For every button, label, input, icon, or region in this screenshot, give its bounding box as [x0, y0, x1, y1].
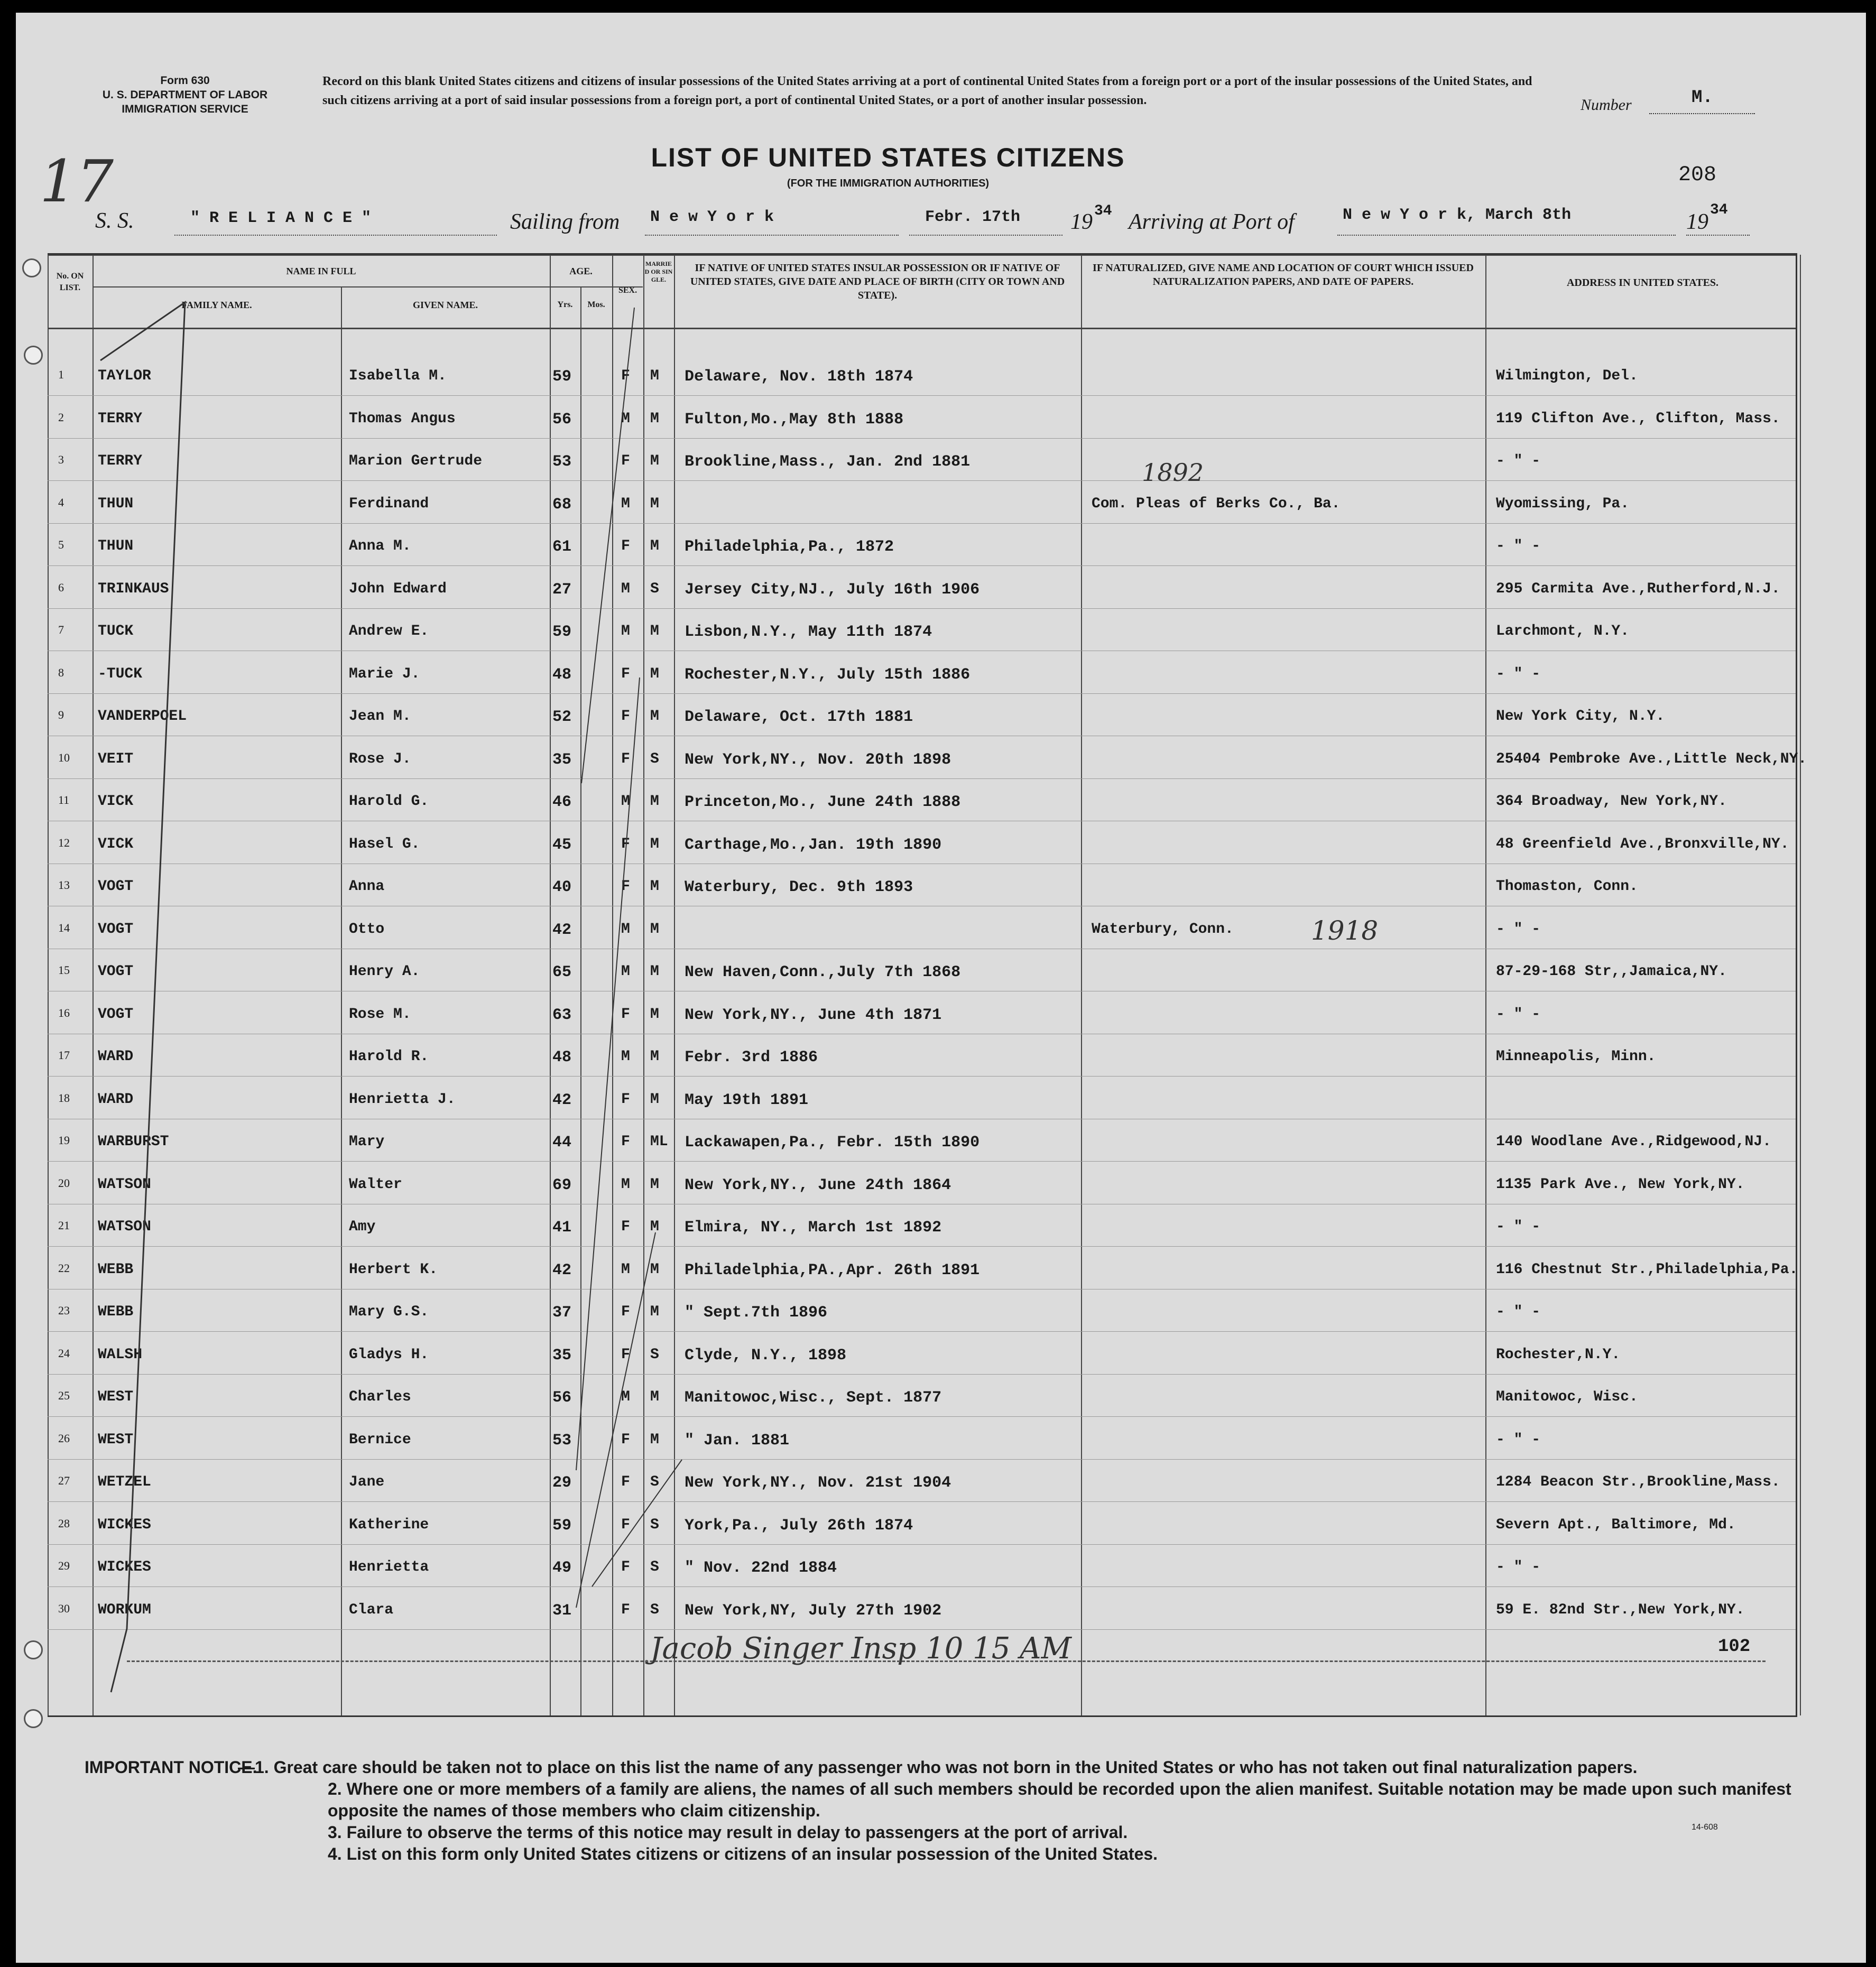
- row-6-married-single: S: [650, 580, 659, 597]
- row-6-age-years: 27: [552, 580, 572, 599]
- row-6-address: 295 Carmita Ave.,Rutherford,N.J.: [1496, 580, 1780, 597]
- row-21-given-name: Amy: [349, 1219, 376, 1235]
- sailing-date-line: [909, 235, 1062, 236]
- header-yrs: Yrs.: [557, 300, 573, 309]
- row-21-row-number: 21: [58, 1219, 70, 1232]
- bottom-count: 102: [1718, 1637, 1751, 1657]
- row-26-birth-place-date: " Jan. 1881: [685, 1431, 790, 1450]
- row-29-address: - " -: [1496, 1559, 1541, 1575]
- row-9-given-name: Jean M.: [349, 708, 411, 725]
- row-5-birth-place-date: Philadelphia,Pa., 1872: [685, 538, 894, 556]
- row-18-age-years: 42: [552, 1091, 572, 1109]
- row-23-sex: F: [621, 1304, 630, 1320]
- row-29-given-name: Henrietta: [349, 1559, 429, 1575]
- row-24-family-name: WALSH: [98, 1346, 143, 1363]
- row-15-address: 87-29-168 Str,,Jamaica,NY.: [1496, 963, 1727, 980]
- row-1-married-single: M: [650, 368, 659, 384]
- row-15-sex: M: [621, 963, 630, 980]
- sailing-port-line: [645, 235, 899, 236]
- page-subtitle: (FOR THE IMMIGRATION AUTHORITIES): [787, 178, 990, 189]
- row-10-given-name: Rose J.: [349, 750, 411, 767]
- row-10-address: 25404 Pembroke Ave.,Little Neck,NY.: [1496, 750, 1807, 767]
- row-26-married-single: M: [650, 1431, 659, 1448]
- row-19-row-number: 19: [58, 1134, 70, 1147]
- sailing-port: N e w Y o r k: [650, 208, 774, 226]
- row-17-family-name: WARD: [98, 1049, 134, 1065]
- row-19-family-name: WARBURST: [98, 1134, 169, 1150]
- row-13-family-name: VOGT: [98, 878, 134, 895]
- row-3-address: - " -: [1496, 453, 1541, 469]
- row-22-sex: M: [621, 1261, 630, 1278]
- header-sex: SEX.: [618, 286, 637, 295]
- punch-hole: [24, 1640, 43, 1659]
- row-20-sex: M: [621, 1176, 630, 1193]
- row-23-given-name: Mary G.S.: [349, 1304, 429, 1320]
- row-19-birth-place-date: Lackawapen,Pa., Febr. 15th 1890: [685, 1134, 980, 1152]
- arrival-line: [1337, 235, 1676, 236]
- row-17-age-years: 48: [552, 1049, 572, 1066]
- arrival-year-line: [1686, 235, 1750, 236]
- row-24-birth-place-date: Clyde, N.Y., 1898: [685, 1346, 847, 1365]
- row-30-sex: F: [621, 1601, 630, 1618]
- row-21-family-name: WATSON: [98, 1219, 151, 1235]
- row-20-address: 1135 Park Ave., New York,NY.: [1496, 1176, 1745, 1193]
- row-9-married-single: M: [650, 708, 659, 725]
- row-3-row-number: 3: [58, 453, 64, 466]
- row-27-given-name: Jane: [349, 1474, 385, 1490]
- row-12-family-name: VICK: [98, 836, 134, 852]
- passenger-table: [48, 253, 1807, 1717]
- row-16-age-years: 63: [552, 1006, 572, 1024]
- row-11-family-name: VICK: [98, 793, 134, 810]
- row-20-married-single: M: [650, 1176, 659, 1193]
- row-5-family-name: THUN: [98, 538, 134, 554]
- row-7-age-years: 59: [552, 623, 572, 641]
- row-27-row-number: 27: [58, 1474, 70, 1487]
- row-29-row-number: 29: [58, 1559, 70, 1572]
- row-27-married-single: S: [650, 1474, 659, 1490]
- row-4-family-name: THUN: [98, 495, 134, 512]
- department: U. S. DEPARTMENT OF LABOR: [102, 89, 268, 101]
- row-30-age-years: 31: [552, 1601, 572, 1620]
- inspector-signature: Jacob Singer Insp 10 15 AM: [650, 1631, 1071, 1666]
- row-16-sex: F: [621, 1006, 630, 1023]
- row-24-row-number: 24: [58, 1346, 70, 1360]
- row-30-family-name: WORKUM: [98, 1601, 151, 1618]
- row-7-birth-place-date: Lisbon,N.Y., May 11th 1874: [685, 623, 932, 641]
- row-3-birth-place-date: Brookline,Mass., Jan. 2nd 1881: [685, 453, 971, 471]
- row-29-family-name: WICKES: [98, 1559, 151, 1575]
- row-25-age-years: 56: [552, 1389, 572, 1407]
- row-28-row-number: 28: [58, 1516, 70, 1530]
- row-20-birth-place-date: New York,NY., June 24th 1864: [685, 1176, 951, 1194]
- col-rule: [1800, 255, 1801, 1715]
- row-17-sex: M: [621, 1049, 630, 1065]
- ss-label: S. S.: [95, 209, 134, 233]
- row-24-sex: F: [621, 1346, 630, 1363]
- sailing-label: Sailing from: [510, 210, 620, 234]
- preamble-text: Record on this blank United States citizens and citizens of insular possessions of the United States arriving at a port of continental United States from a foreign port or a port of the insular possessions of the United States, and such citizens arriving at a port of said insular possessions from a foreign port, a port of continental United States, or a port of another insular possession.: [322, 75, 1532, 107]
- page-number: 208: [1678, 163, 1717, 187]
- row-13-married-single: M: [650, 878, 659, 895]
- row-14-family-name: VOGT: [98, 921, 134, 938]
- row-2-address: 119 Clifton Ave., Clifton, Mass.: [1496, 410, 1780, 427]
- row-13-address: Thomaston, Conn.: [1496, 878, 1638, 895]
- row-19-given-name: Mary: [349, 1134, 385, 1150]
- row-5-married-single: M: [650, 538, 659, 554]
- row-22-birth-place-date: Philadelphia,PA.,Apr. 26th 1891: [685, 1261, 980, 1279]
- row-22-address: 116 Chestnut Str.,Philadelphia,Pa.: [1496, 1261, 1798, 1278]
- row-21-married-single: M: [650, 1219, 659, 1235]
- footer-code: 14-608: [1692, 1823, 1718, 1832]
- row-30-row-number: 30: [58, 1601, 70, 1615]
- row-8-age-years: 48: [552, 665, 572, 684]
- row-8-family-name: -TUCK: [98, 665, 143, 682]
- notice-item-1: —1. Great care should be taken not to place on this list the name of any passenger who was not born in the United States or who has not taken out final naturalization papers.: [238, 1758, 1638, 1777]
- row-29-married-single: S: [650, 1559, 659, 1575]
- row-18-given-name: Henrietta J.: [349, 1091, 456, 1108]
- row-12-sex: F: [621, 836, 630, 852]
- row-22-given-name: Herbert K.: [349, 1261, 438, 1278]
- row-28-married-single: S: [650, 1516, 659, 1533]
- row-14-married-single: M: [650, 921, 659, 938]
- row-16-birth-place-date: New York,NY., June 4th 1871: [685, 1006, 942, 1024]
- number-value: M.: [1692, 88, 1713, 108]
- row-9-age-years: 52: [552, 708, 572, 726]
- row-20-age-years: 69: [552, 1176, 572, 1194]
- row-19-sex: F: [621, 1134, 630, 1150]
- row-20-family-name: WATSON: [98, 1176, 151, 1193]
- row-1-age-years: 59: [552, 368, 572, 386]
- row-30-birth-place-date: New York,NY, July 27th 1902: [685, 1601, 942, 1620]
- row-9-sex: F: [621, 708, 630, 725]
- row-14-address: - " -: [1496, 921, 1541, 938]
- row-7-given-name: Andrew E.: [349, 623, 429, 639]
- arrival-year-prefix: 19: [1686, 210, 1708, 234]
- row-26-row-number: 26: [58, 1431, 70, 1445]
- arrival-year-suffix: 34: [1710, 202, 1728, 218]
- row-8-row-number: 8: [58, 665, 64, 679]
- notice-item-4: 4. List on this form only United States citizens or citizens of an insular possession of the United States.: [328, 1844, 1158, 1863]
- row-2-row-number: 2: [58, 410, 64, 424]
- row-5-address: - " -: [1496, 538, 1541, 554]
- row-25-married-single: M: [650, 1389, 659, 1405]
- row-1-sex: F: [621, 368, 630, 384]
- row-1-address: Wilmington, Del.: [1496, 368, 1638, 384]
- row-1-given-name: Isabella M.: [349, 368, 447, 384]
- row-14-row-number: 14: [58, 921, 70, 934]
- row-10-family-name: VEIT: [98, 750, 134, 767]
- row-10-birth-place-date: New York,NY., Nov. 20th 1898: [685, 750, 951, 769]
- row-28-birth-place-date: York,Pa., July 26th 1874: [685, 1516, 913, 1535]
- row-18-birth-place-date: May 19th 1891: [685, 1091, 809, 1109]
- row-5-sex: F: [621, 538, 630, 554]
- handwritten-check-marks: [48, 255, 1797, 1719]
- row-4-naturalization: Com. Pleas of Berks Co., Ba.: [1092, 495, 1341, 512]
- row-22-age-years: 42: [552, 1261, 572, 1279]
- row-27-age-years: 29: [552, 1474, 572, 1492]
- row-4-sex: M: [621, 495, 630, 512]
- row-12-address: 48 Greenfield Ave.,Bronxville,NY.: [1496, 836, 1789, 852]
- punch-hole: [22, 258, 41, 277]
- row-16-family-name: VOGT: [98, 1006, 134, 1023]
- row-6-birth-place-date: Jersey City,NJ., July 16th 1906: [685, 580, 980, 599]
- row-24-address: Rochester,N.Y.: [1496, 1346, 1621, 1363]
- row-12-age-years: 45: [552, 836, 572, 854]
- row-2-sex: M: [621, 410, 630, 427]
- row-13-sex: F: [621, 878, 630, 895]
- row-13-row-number: 13: [58, 878, 70, 892]
- arrival-port-date: N e w Y o r k, March 8th: [1343, 206, 1572, 224]
- row-27-address: 1284 Beacon Str.,Brookline,Mass.: [1496, 1474, 1780, 1490]
- service: IMMIGRATION SERVICE: [122, 103, 248, 115]
- row-10-row-number: 10: [58, 750, 70, 764]
- row-19-age-years: 44: [552, 1134, 572, 1152]
- row-3-married-single: M: [650, 453, 659, 469]
- row-27-family-name: WETZEL: [98, 1474, 151, 1490]
- row-11-sex: M: [621, 793, 630, 810]
- row-3-sex: F: [621, 453, 630, 469]
- row-30-given-name: Clara: [349, 1601, 394, 1618]
- ship-name: " R E L I A N C E ": [190, 209, 372, 227]
- row-4-row-number: 4: [58, 495, 64, 509]
- row-22-row-number: 22: [58, 1261, 70, 1275]
- header-naturalized: IF NATURALIZED, GIVE NAME AND LOCATION OF COURT WHICH ISSUED NATURALIZATION PAPERS, AND DATE OF PAPERS.: [1093, 262, 1474, 287]
- row-9-row-number: 9: [58, 708, 64, 721]
- row-21-sex: F: [621, 1219, 630, 1235]
- row-17-birth-place-date: Febr. 3rd 1886: [685, 1049, 818, 1066]
- row-2-family-name: TERRY: [98, 410, 143, 427]
- row-10-age-years: 35: [552, 750, 572, 769]
- row-6-given-name: John Edward: [349, 580, 447, 597]
- row-2-given-name: Thomas Angus: [349, 410, 456, 427]
- row-30-address: 59 E. 82nd Str.,New York,NY.: [1496, 1601, 1745, 1618]
- row-13-birth-place-date: Waterbury, Dec. 9th 1893: [685, 878, 913, 896]
- row-12-birth-place-date: Carthage,Mo.,Jan. 19th 1890: [685, 836, 942, 854]
- row-3-family-name: TERRY: [98, 453, 143, 469]
- row-8-birth-place-date: Rochester,N.Y., July 15th 1886: [685, 665, 971, 684]
- row-27-sex: F: [621, 1474, 630, 1490]
- notice-item-2: 2. Where one or more members of a family are aliens, the names of all such members should be recorded upon the alien manifest. Suitable notation may be made upon such manifest opposite the names of those members who claim citizenship.: [328, 1779, 1791, 1820]
- row-8-given-name: Marie J.: [349, 665, 420, 682]
- row-18-sex: F: [621, 1091, 630, 1108]
- number-label: Number: [1581, 96, 1632, 114]
- row-2-married-single: M: [650, 410, 659, 427]
- manifest-sheet: [16, 13, 1866, 1963]
- row-8-married-single: M: [650, 665, 659, 682]
- row-19-address: 140 Woodlane Ave.,Ridgewood,NJ.: [1496, 1134, 1771, 1150]
- row-17-given-name: Harold R.: [349, 1049, 429, 1065]
- row-26-given-name: Bernice: [349, 1431, 411, 1448]
- row-10-sex: F: [621, 750, 630, 767]
- row-23-family-name: WEBB: [98, 1304, 134, 1320]
- row-23-row-number: 23: [58, 1304, 70, 1317]
- row-7-family-name: TUCK: [98, 623, 134, 639]
- header-age: AGE.: [569, 266, 593, 276]
- row-19-married-single: ML: [650, 1134, 668, 1150]
- form-number: Form 630: [160, 75, 210, 87]
- row-28-age-years: 59: [552, 1516, 572, 1535]
- row-25-given-name: Charles: [349, 1389, 411, 1405]
- row-1-family-name: TAYLOR: [98, 368, 151, 384]
- row-2-birth-place-date: Fulton,Mo.,May 8th 1888: [685, 410, 904, 429]
- row-26-address: - " -: [1496, 1431, 1541, 1448]
- header-mos: Mos.: [587, 300, 605, 309]
- row-21-age-years: 41: [552, 1219, 572, 1237]
- header-family-name: FAMILY NAME.: [181, 300, 252, 310]
- row-8-sex: F: [621, 665, 630, 682]
- handwritten-nat-year-row14: 1918: [1311, 915, 1379, 946]
- row-9-address: New York City, N.Y.: [1496, 708, 1665, 725]
- row-27-birth-place-date: New York,NY., Nov. 21st 1904: [685, 1474, 951, 1492]
- row-15-given-name: Henry A.: [349, 963, 420, 980]
- row-17-address: Minneapolis, Minn.: [1496, 1049, 1656, 1065]
- notice-heading: IMPORTANT NOTICE.: [85, 1758, 257, 1777]
- row-20-given-name: Walter: [349, 1176, 402, 1193]
- row-12-married-single: M: [650, 836, 659, 852]
- row-15-family-name: VOGT: [98, 963, 134, 980]
- row-9-birth-place-date: Delaware, Oct. 17th 1881: [685, 708, 913, 726]
- row-28-address: Severn Apt., Baltimore, Md.: [1496, 1516, 1736, 1533]
- page-title: LIST OF UNITED STATES CITIZENS: [651, 143, 1125, 172]
- row-1-row-number: 1: [58, 368, 64, 381]
- row-29-age-years: 49: [552, 1559, 572, 1577]
- row-17-row-number: 17: [58, 1049, 70, 1062]
- row-26-sex: F: [621, 1431, 630, 1448]
- row-25-sex: M: [621, 1389, 630, 1405]
- sailing-date: Febr. 17th: [925, 208, 1021, 226]
- row-8-address: - " -: [1496, 665, 1541, 682]
- row-5-row-number: 5: [58, 538, 64, 551]
- row-6-sex: M: [621, 580, 630, 597]
- row-15-age-years: 65: [552, 963, 572, 981]
- header-birth: IF NATIVE OF UNITED STATES INSULAR POSSESSION OR IF NATIVE OF UNITED STATES, GIVE DATE AND PLACE OF BIRTH (CITY OR TOWN AND STATE).: [690, 262, 1065, 301]
- row-25-family-name: WEST: [98, 1389, 134, 1405]
- row-23-age-years: 37: [552, 1304, 572, 1322]
- row-14-naturalization: Waterbury, Conn.: [1092, 921, 1234, 938]
- row-2-age-years: 56: [552, 410, 572, 429]
- row-22-married-single: M: [650, 1261, 659, 1278]
- row-28-family-name: WICKES: [98, 1516, 151, 1533]
- row-26-age-years: 53: [552, 1431, 572, 1450]
- notice-item-3: 3. Failure to observe the terms of this notice may result in delay to passengers at the port of arrival.: [328, 1823, 1128, 1842]
- row-5-age-years: 61: [552, 538, 572, 556]
- row-7-row-number: 7: [58, 623, 64, 636]
- row-4-married-single: M: [650, 495, 659, 512]
- row-14-age-years: 42: [552, 921, 572, 939]
- row-6-family-name: TRINKAUS: [98, 580, 169, 597]
- row-3-given-name: Marion Gertrude: [349, 453, 483, 469]
- row-18-family-name: WARD: [98, 1091, 134, 1108]
- row-26-family-name: WEST: [98, 1431, 134, 1448]
- row-16-row-number: 16: [58, 1006, 70, 1019]
- row-16-address: - " -: [1496, 1006, 1541, 1023]
- row-11-address: 364 Broadway, New York,NY.: [1496, 793, 1727, 810]
- row-15-row-number: 15: [58, 963, 70, 977]
- row-23-birth-place-date: " Sept.7th 1896: [685, 1304, 828, 1322]
- row-13-age-years: 40: [552, 878, 572, 896]
- row-14-sex: M: [621, 921, 630, 938]
- row-25-row-number: 25: [58, 1389, 70, 1402]
- row-17-married-single: M: [650, 1049, 659, 1065]
- row-24-age-years: 35: [552, 1346, 572, 1365]
- punch-hole: [24, 346, 43, 365]
- header-address: ADDRESS IN UNITED STATES.: [1566, 277, 1719, 289]
- row-24-given-name: Gladys H.: [349, 1346, 429, 1363]
- ship-line: [174, 235, 497, 236]
- form-identifier: [74, 73, 296, 116]
- row-11-age-years: 46: [552, 793, 572, 811]
- row-23-married-single: M: [650, 1304, 659, 1320]
- punch-hole: [24, 1709, 43, 1728]
- header-name-in-full: NAME IN FULL: [286, 266, 356, 276]
- handwritten-page-mark: 17: [40, 147, 114, 215]
- row-7-married-single: M: [650, 623, 659, 639]
- header-given-name: GIVEN NAME.: [412, 300, 478, 310]
- row-5-given-name: Anna M.: [349, 538, 411, 554]
- row-30-married-single: S: [650, 1601, 659, 1618]
- row-28-sex: F: [621, 1516, 630, 1533]
- row-22-family-name: WEBB: [98, 1261, 134, 1278]
- row-16-given-name: Rose M.: [349, 1006, 411, 1023]
- row-18-row-number: 18: [58, 1091, 70, 1105]
- handwritten-nat-year-row4: 1892: [1142, 458, 1204, 487]
- row-21-address: - " -: [1496, 1219, 1541, 1235]
- row-15-birth-place-date: New Haven,Conn.,July 7th 1868: [685, 963, 961, 981]
- arriving-label: Arriving at Port of: [1129, 210, 1295, 234]
- row-29-birth-place-date: " Nov. 22nd 1884: [685, 1559, 837, 1577]
- row-13-given-name: Anna: [349, 878, 385, 895]
- header-no: No. ON LIST.: [56, 272, 84, 292]
- row-11-married-single: M: [650, 793, 659, 810]
- sailing-year-suffix: 34: [1094, 203, 1112, 219]
- row-25-address: Manitowoc, Wisc.: [1496, 1389, 1638, 1405]
- row-7-address: Larchmont, N.Y.: [1496, 623, 1630, 639]
- row-4-given-name: Ferdinand: [349, 495, 429, 512]
- row-16-married-single: M: [650, 1006, 659, 1023]
- row-11-given-name: Harold G.: [349, 793, 429, 810]
- row-3-age-years: 53: [552, 453, 572, 471]
- row-7-sex: M: [621, 623, 630, 639]
- sailing-year-prefix: 19: [1070, 210, 1093, 234]
- row-20-row-number: 20: [58, 1176, 70, 1190]
- row-24-married-single: S: [650, 1346, 659, 1363]
- row-9-family-name: VANDERPOEL: [98, 708, 187, 725]
- number-line: [1649, 113, 1755, 114]
- row-4-address: Wyomissing, Pa.: [1496, 495, 1630, 512]
- row-29-sex: F: [621, 1559, 630, 1575]
- row-11-birth-place-date: Princeton,Mo., June 24th 1888: [685, 793, 961, 811]
- row-23-address: - " -: [1496, 1304, 1541, 1320]
- row-25-birth-place-date: Manitowoc,Wisc., Sept. 1877: [685, 1389, 942, 1407]
- row-6-row-number: 6: [58, 580, 64, 594]
- row-14-given-name: Otto: [349, 921, 385, 938]
- row-15-married-single: M: [650, 963, 659, 980]
- row-1-birth-place-date: Delaware, Nov. 18th 1874: [685, 368, 913, 386]
- row-18-married-single: M: [650, 1091, 659, 1108]
- header-married-single: MARRIED OR SINGLE.: [644, 260, 673, 283]
- row-12-given-name: Hasel G.: [349, 836, 420, 852]
- row-10-married-single: S: [650, 750, 659, 767]
- row-11-row-number: 11: [58, 793, 70, 806]
- row-21-birth-place-date: Elmira, NY., March 1st 1892: [685, 1219, 942, 1237]
- row-12-row-number: 12: [58, 836, 70, 849]
- row-4-age-years: 68: [552, 495, 572, 514]
- row-28-given-name: Katherine: [349, 1516, 429, 1533]
